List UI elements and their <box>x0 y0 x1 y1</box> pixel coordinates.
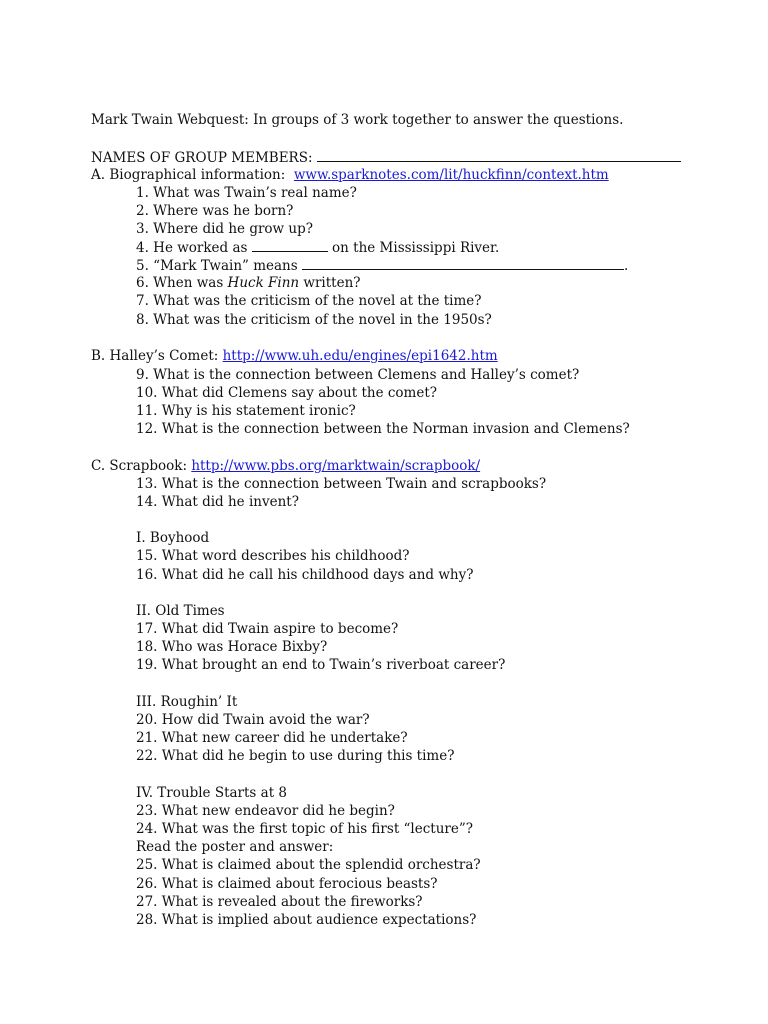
section-b-label: B. Halley’s Comet: <box>91 348 219 364</box>
question-4 <box>136 238 499 257</box>
question-5-blank[interactable] <box>302 256 624 270</box>
question-23: 23. What new endeavor did he begin? <box>136 803 395 819</box>
question-26: 26. What is claimed about ferocious beasts? <box>136 876 438 892</box>
question-21: 21. What new career did he undertake? <box>136 730 408 746</box>
question-5-start: 5. “Mark Twain” means <box>136 258 298 274</box>
question-17: 17. What did Twain aspire to become? <box>136 621 399 637</box>
question-12: 12. What is the connection between the Norman invasion and Clemens? <box>136 421 630 437</box>
section-a-heading <box>91 166 609 184</box>
question-15: 15. What word describes his childhood? <box>136 548 410 564</box>
subheading-old-times: II. Old Times <box>136 603 225 619</box>
question-10: 10. What did Clemens say about the comet? <box>136 385 437 401</box>
page-title: Mark Twain Webquest: In groups of 3 work together to answer the questions. <box>91 112 624 128</box>
question-5 <box>136 256 628 275</box>
question-24: 24. What was the first topic of his first “lecture”? <box>136 821 474 837</box>
question-6-start: 6. When was <box>136 275 224 291</box>
question-9: 9. What is the connection between Clemens and Halley’s comet? <box>136 367 580 383</box>
question-5-end: . <box>623 258 629 274</box>
question-11: 11. Why is his statement ironic? <box>136 403 356 419</box>
names-line <box>91 148 681 167</box>
section-c-label: C. Scrapbook: <box>91 458 188 474</box>
question-25: 25. What is claimed about the splendid orchestra? <box>136 857 481 873</box>
question-16: 16. What did he call his childhood days and why? <box>136 567 474 583</box>
question-6-title: Huck Finn <box>227 275 300 291</box>
subheading-roughin-it: III. Roughin’ It <box>136 694 238 710</box>
subheading-boyhood: I. Boyhood <box>136 530 210 546</box>
question-14: 14. What did he invent? <box>136 494 299 510</box>
halley-link[interactable]: http://www.uh.edu/engines/epi1642.htm <box>222 348 498 364</box>
question-2: 2. Where was he born? <box>136 203 294 219</box>
question-28: 28. What is implied about audience expectations? <box>136 912 477 928</box>
section-b-heading <box>91 347 498 365</box>
sparknotes-link[interactable]: www.sparknotes.com/lit/huckfinn/context.htm <box>293 167 609 183</box>
question-4-start: 4. He worked as <box>136 240 248 256</box>
names-blank[interactable] <box>317 148 681 162</box>
question-7: 7. What was the criticism of the novel at the time? <box>136 293 482 309</box>
section-c-heading <box>91 457 480 475</box>
poster-instruction: Read the poster and answer: <box>136 839 334 855</box>
question-6 <box>136 274 361 292</box>
subheading-trouble-starts: IV. Trouble Starts at 8 <box>136 785 287 801</box>
question-27: 27. What is revealed about the fireworks? <box>136 894 423 910</box>
question-3: 3. Where did he grow up? <box>136 221 313 237</box>
question-1: 1. What was Twain’s real name? <box>136 185 357 201</box>
names-label: NAMES OF GROUP MEMBERS: <box>91 150 313 166</box>
question-20: 20. How did Twain avoid the war? <box>136 712 370 728</box>
question-13: 13. What is the connection between Twain and scrapbooks? <box>136 476 547 492</box>
question-6-end: written? <box>303 275 361 291</box>
question-4-end: on the Mississippi River. <box>332 240 500 256</box>
question-22: 22. What did he begin to use during this time? <box>136 748 455 764</box>
question-4-blank[interactable] <box>252 238 328 252</box>
section-a-label: A. Biographical information: <box>91 167 286 183</box>
question-18: 18. Who was Horace Bixby? <box>136 639 328 655</box>
question-19: 19. What brought an end to Twain’s riverboat career? <box>136 657 506 673</box>
question-8: 8. What was the criticism of the novel in the 1950s? <box>136 312 492 328</box>
scrapbook-link[interactable]: http://www.pbs.org/marktwain/scrapbook/ <box>191 458 481 474</box>
